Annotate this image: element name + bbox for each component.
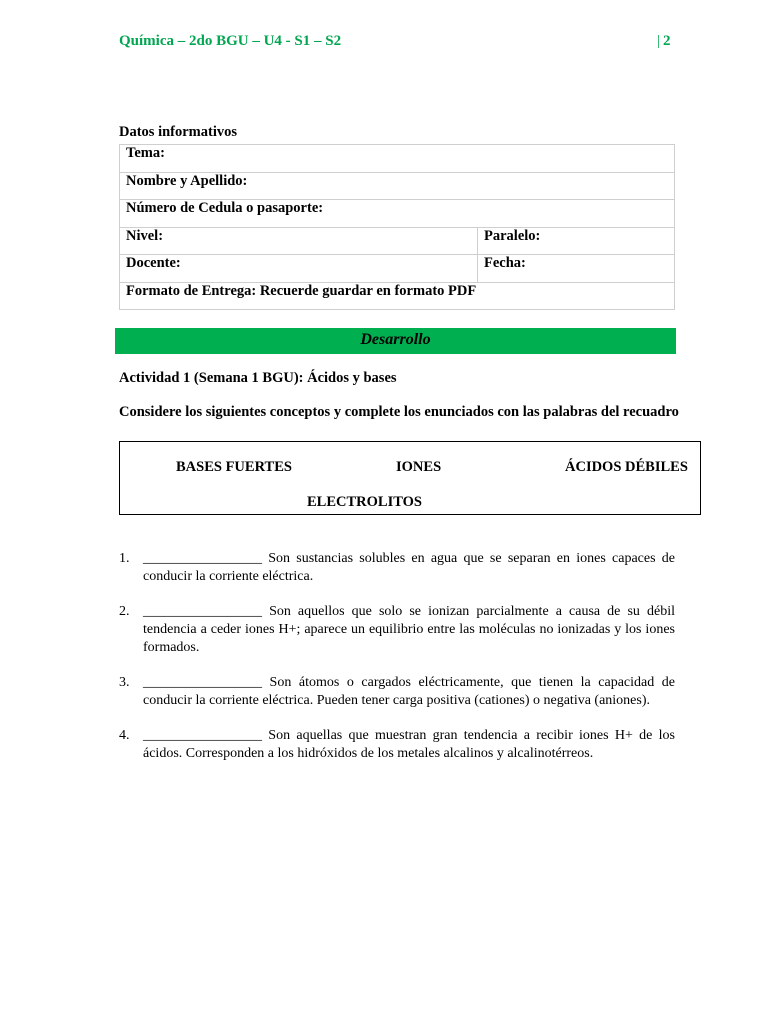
document-header-title: Química – 2do BGU – U4 - S1 – S2 [119,33,342,49]
activity-instruction: Considere los siguientes conceptos y complete los enunciados con las palabras del recuadro [119,404,679,420]
item-number: 4. [119,728,130,743]
statement-list [119,550,675,780]
item-text: _________________ Son aquellos que solo se ionizan parcialmente a causa de su débil tendencia a ceder iones H+; aparece un equilibrio entre las moléculas no ionizadas y los iones formados. [143,604,675,655]
word-box [119,441,701,515]
item-number: 3. [119,675,130,690]
list-item [119,674,675,710]
list-item [119,603,675,657]
nombre-field: Nombre y Apellido: [120,172,675,200]
word-acidos-debiles: ÁCIDOS DÉBILES [565,459,688,475]
datos-informativos-label: Datos informativos [119,124,238,140]
tema-field: Tema: [120,145,675,173]
page-number [657,33,671,50]
list-item [119,550,675,586]
activity-title: Actividad 1 (Semana 1 BGU): Ácidos y bases [119,370,397,386]
cedula-field: Número de Cedula o pasaporte: [120,200,675,228]
item-number: 2. [119,604,130,619]
nivel-field: Nivel: [120,227,478,255]
docente-field: Docente: [120,255,478,283]
item-number: 1. [119,551,130,566]
item-text: _________________ Son sustancias solubles en agua que se separan en iones capaces de conducir la corriente eléctrica. [143,551,675,584]
desarrollo-banner: Desarrollo [115,328,676,354]
word-electrolitos: ELECTROLITOS [307,494,422,510]
page-separator: | [657,33,661,49]
fecha-field: Fecha: [478,255,675,283]
info-table [119,144,675,310]
item-text: _________________ Son aquellas que muestran gran tendencia a recibir iones H+ de los ácidos. Corresponden a los hidróxidos de los metales alcalinos y alcalinotérreos. [143,728,675,761]
list-item [119,727,675,763]
formato-field: Formato de Entrega: Recuerde guardar en formato PDF [120,282,675,310]
word-bases-fuertes: BASES FUERTES [176,459,292,475]
page-number-value: 2 [663,33,671,49]
word-iones: IONES [396,459,442,475]
item-text: _________________ Son átomos o cargados eléctricamente, que tienen la capacidad de conducir la corriente eléctrica. Pueden tener carga positiva (cationes) o negativa (aniones). [143,675,675,708]
paralelo-field: Paralelo: [478,227,675,255]
